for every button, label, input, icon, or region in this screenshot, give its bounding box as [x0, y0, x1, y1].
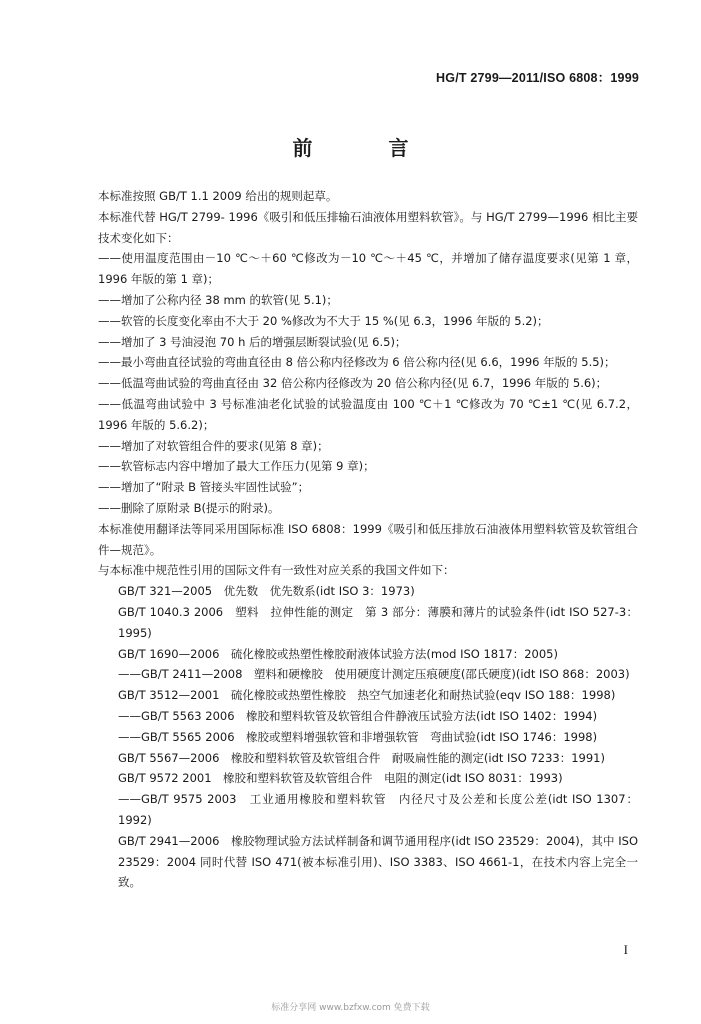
reference-item: GB/T 3512—2001 硫化橡胶或热塑性橡胶 热空气加速老化和耐热试验(eqv ISO 188：1998): [118, 688, 616, 703]
reference-item: GB/T 5567—2006 橡胶和塑料软管及软管组合件 耐吸扁性能的测定(idt ISO 7233：1991): [118, 750, 605, 765]
change-item: ——软管的长度变化率由不大于 20 %修改为不大于 15 %(见 6.3，1996 年版的 5.2)；: [98, 313, 549, 328]
change-item: ——低温弯曲试验中 3 号标准油老化试验的试验温度由 100 ℃＋1 ℃修改为 70 ℃±1 ℃(见 6.7.2，1996 年版的 5.6.2)；: [98, 396, 638, 432]
paragraph: 本标准按照 GB/T 1.1 2009 给出的规则起草。: [98, 189, 338, 203]
paragraph: 本标准代替 HG/T 2799- 1996《吸引和低压排输石油液体用塑料软管》。与 HG/T 2799—1996 相比主要技术变化如下：: [98, 209, 638, 245]
paragraph: 与本标准中规范性引用的国际文件有一致性对应关系的我国文件如下：: [98, 563, 455, 578]
change-item: ——增加了 3 号油浸泡 70 h 后的增强层断裂试验(见 6.5)；: [98, 334, 407, 349]
change-item: ——增加了公称内径 38 mm 的软管(见 5.1)；: [98, 292, 338, 307]
reference-item: GB/T 321—2005 优先数 优先数系(idt ISO 3：1973): [118, 584, 415, 599]
reference-item: GB/T 9572 2001 橡胶和塑料软管及软管组合件 电阻的测定(idt ISO 8031：1993): [118, 771, 563, 786]
reference-item: ——GB/T 2411—2008 塑料和硬橡胶 使用硬度计测定压痕硬度(邵氏硬度)(idt ISO 868：2003): [118, 667, 630, 682]
page-number: I: [623, 942, 628, 957]
standard-code: HG/T 2799—2011/ISO 6808：1999: [436, 71, 639, 85]
reference-item: GB/T 2941—2006 橡胶物理试验方法试样制备和调节通用程序(idt ISO 23529：2004)，其中 ISO 23529：2004 同时代替 ISO 471(被本标准引用)、ISO 3383、ISO 4661-1，在技术内容上完全一致。: [118, 833, 638, 890]
reference-item: ——GB/T 5563 2006 橡胶和塑料软管及软管组合件静液压试验方法(idt ISO 1402：1994): [118, 708, 598, 723]
change-item: ——最小弯曲直径试验的弯曲直径由 8 倍公称内径修改为 6 倍公称内径(见 6.6，1996 年版的 5.5)；: [98, 355, 616, 370]
change-item: ——增加了对软管组合件的要求(见第 8 章)；: [98, 438, 329, 453]
foreword-body: [98, 186, 638, 893]
change-item: ——软管标志内容中增加了最大工作压力(见第 9 章)；: [98, 459, 375, 474]
reference-item: ——GB/T 9575 2003 工业通用橡胶和塑料软管 内径尺寸及公差和长度公差(idt ISO 1307：1992): [118, 792, 638, 827]
change-item: ——使用温度范围由－10 ℃～＋60 ℃修改为－10 ℃～＋45 ℃，并增加了储存温度要求(见第 1 章，1996 年版的第 1 章)；: [98, 251, 638, 287]
paragraph: 本标准使用翻译法等同采用国际标准 ISO 6808：1999《吸引和低压排放石油液体用塑料软管及软管组合件—规范》。: [98, 521, 638, 557]
change-item: ——增加了“附录 B 管接头牢固性试验”；: [98, 480, 310, 495]
change-item: ——删除了原附录 B(提示的附录)。: [98, 500, 280, 515]
page-title: 前 言: [292, 136, 437, 160]
reference-item: GB/T 1040.3 2006 塑料 拉伸性能的测定 第 3 部分：薄膜和薄片的试验条件(idt ISO 527-3：1995): [118, 604, 638, 640]
reference-item: ——GB/T 5565 2006 橡胶或塑料增强软管和非增强软管 弯曲试验(idt ISO 1746：1998): [118, 729, 598, 744]
footer-watermark[interactable]: 标准分享网 www.bzfxw.com 免费下载: [271, 1003, 430, 1013]
change-item: ——低温弯曲试验的弯曲直径由 32 倍公称内径修改为 20 倍公称内径(见 6.7，1996 年版的 5.6)；: [98, 376, 608, 391]
reference-item: GB/T 1690—2006 硫化橡胶或热塑性橡胶耐液体试验方法(mod ISO 1817：2005): [118, 646, 558, 661]
